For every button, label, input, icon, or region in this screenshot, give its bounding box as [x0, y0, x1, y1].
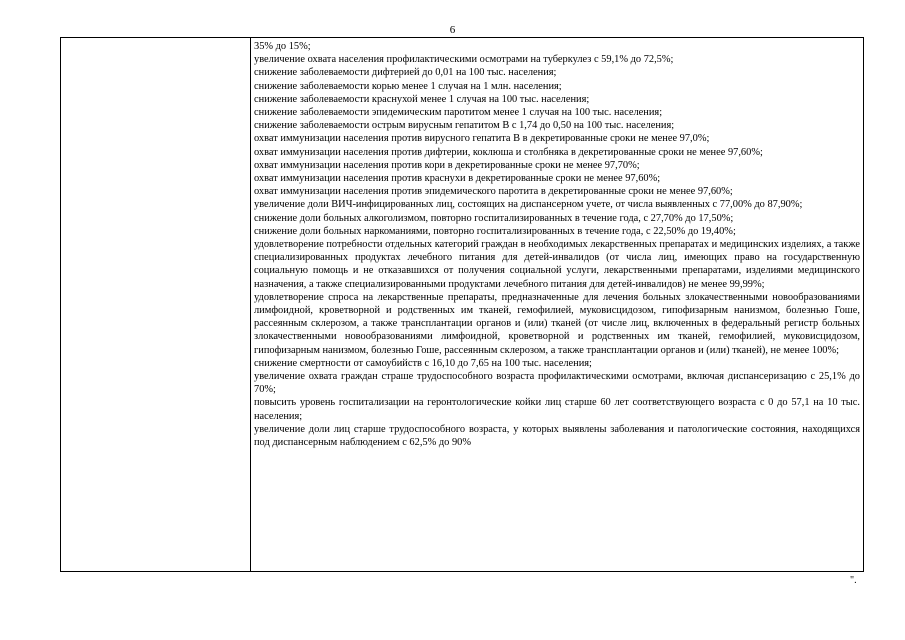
list-item: увеличение доли ВИЧ-инфицированных лиц, состоящих на диспансерном учете, от числа выявленных с 77,00% до 87,90%;	[254, 199, 803, 211]
table-right-cell	[251, 38, 863, 571]
list-item: снижение заболеваемости дифтерией до 0,01 на 100 тыс. населения;	[254, 67, 557, 79]
list-item: увеличение охвата граждан страше трудоспособного возраста профилактическими осмотрами, включая диспансеризацию с 25,1% до 70%;	[254, 371, 860, 396]
list-item: снижение заболеваемости эпидемическим паротитом менее 1 случая на 100 тыс. населения;	[254, 107, 663, 119]
list-item: снижение смертности от самоубийств с 16,10 до 7,65 на 100 тыс. населения;	[254, 357, 592, 369]
list-item: удовлетворение потребности отдельных категорий граждан в необходимых лекарственных препаратах и медицинских изделиях, а также специализированных продуктах лечебного питания для детей-инвалидов (от числа лиц, имеющих право на государственную социальную помощь и не отказавшихся от получения социальной услуги, лекарственными препаратами, изделиями медицинского назначения, а также специализированными продуктами лечебного питания для детей-инвалидов) не менее 99,99%;	[254, 239, 860, 290]
list-item: удовлетворение спроса на лекарственные препараты, предназначенные для лечения больных злокачественными новообразованиями лимфоидной, кроветворной и родственных им тканей, гемофилией, муковисцидозом, гипофизарным нанизмом, болезнью Гоше, рассеянным склерозом, а также трансплантации органов и (или) тканей (от числе лиц, включенных в федеральный регистр больных злокачественными новообразованиями лимфоидной, кроветворной и родственных им тканей, гемофилией, муковисцидозом, гипофизарным нанизмом, болезнью Гоше, рассеянным склерозом, а также трансплантации органов и (или) тканей), не менее 100%;	[254, 291, 860, 356]
list-item: снижение доли больных алкоголизмом, повторно госпитализированных в течение года, с 27,70% до 17,50%;	[254, 212, 734, 224]
list-item: охват иммунизации населения против краснухи в декретированные сроки не менее 97,60%;	[254, 173, 661, 185]
list-item: 35% до 15%;	[254, 41, 311, 52]
list-item: охват иммунизации населения против эпидемического паротита в декретированные сроки не менее 97,60%;	[254, 186, 733, 198]
table-left-cell	[61, 38, 251, 571]
list-item: охват иммунизации населения против кори в декретированные сроки не менее 97,70%;	[254, 159, 640, 171]
list-item: снижение заболеваемости краснухой менее 1 случая на 100 тыс. населения;	[254, 93, 590, 105]
document-table	[60, 37, 864, 572]
page-number: 6	[449, 24, 456, 36]
closing-quote-mark: ".	[850, 575, 857, 586]
list-item: снижение заболеваемости острым вирусным гепатитом В с 1,74 до 0,50 на 100 тыс. населения;	[254, 120, 675, 132]
list-item: охват иммунизации населения против дифтерии, коклюша и столбняка в декретированные сроки не менее 97,60%;	[254, 146, 763, 158]
list-item: охват иммунизации населения против вирусного гепатита В в декретированные сроки не менее 97,0%;	[254, 133, 710, 145]
list-item: повысить уровень госпитализации на геронтологические койки лиц старше 60 лет соответствующего возраста с 0 до 57,1 на 10 тыс. населения;	[254, 397, 860, 422]
list-item: снижение заболеваемости корью менее 1 случая на 1 млн. населения;	[254, 80, 562, 92]
list-item: снижение доли больных наркоманиями, повторно госпитализированных в течение года, с 22,50% до 19,40%;	[254, 225, 736, 237]
list-item: увеличение охвата населения профилактическими осмотрами на туберкулез с 59,1% до 72,5%;	[254, 54, 674, 66]
list-item: увеличение доли лиц старше трудоспособного возраста, у которых выявлены заболевания и патологические состояния, находящихся под диспансерным наблюдением с 62,5% до 90%	[254, 423, 860, 449]
